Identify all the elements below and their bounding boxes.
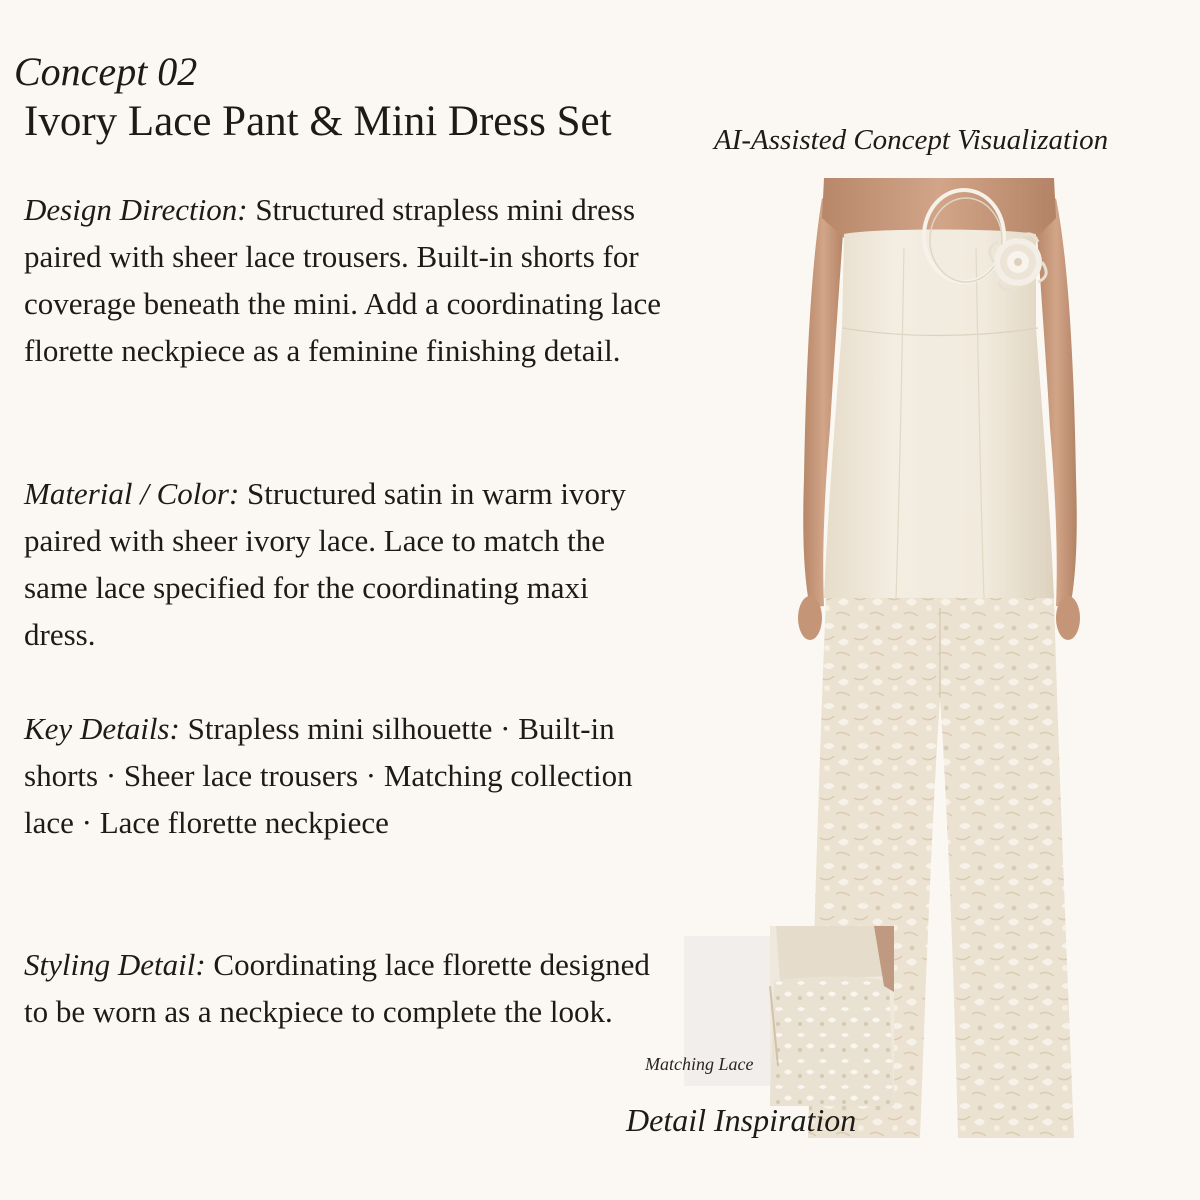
matching-lace-inset (684, 926, 894, 1106)
key-details-lead: Key Details: (24, 711, 180, 746)
visualization-caption: AI-Assisted Concept Visualization (714, 124, 1109, 156)
material-color-lead: Material / Color: (24, 476, 240, 511)
material-color-body: Structured satin in warm ivory paired with sheer ivory lace. Lace to match the same lace specified for the coordinating maxi dress. (24, 476, 626, 652)
styling-detail-paragraph (24, 941, 664, 1035)
key-details-body: Strapless mini silhouette · Built-in shorts · Sheer lace trousers · Matching collection lace · Lace florette neckpiece (24, 711, 633, 840)
key-details-paragraph (24, 705, 664, 846)
design-direction-body: Structured strapless mini dress paired with sheer lace trousers. Built-in shorts for coverage beneath the mini. Add a coordinating lace florette neckpiece as a feminine finishing detail. (24, 192, 661, 368)
design-direction-lead: Design Direction: (24, 192, 248, 227)
design-direction-paragraph (24, 186, 664, 374)
inset-caption: Detail Inspiration (626, 1102, 857, 1138)
page-title: Ivory Lace Pant & Mini Dress Set (24, 98, 612, 145)
styling-detail-lead: Styling Detail: (24, 947, 206, 982)
styling-detail-body: Coordinating lace florette designed to be worn as a neckpiece to complete the look. (24, 947, 650, 1029)
concept-label: Concept 02 (14, 49, 198, 94)
inset-label: Matching Lace (645, 1054, 754, 1074)
material-color-paragraph (24, 470, 664, 658)
